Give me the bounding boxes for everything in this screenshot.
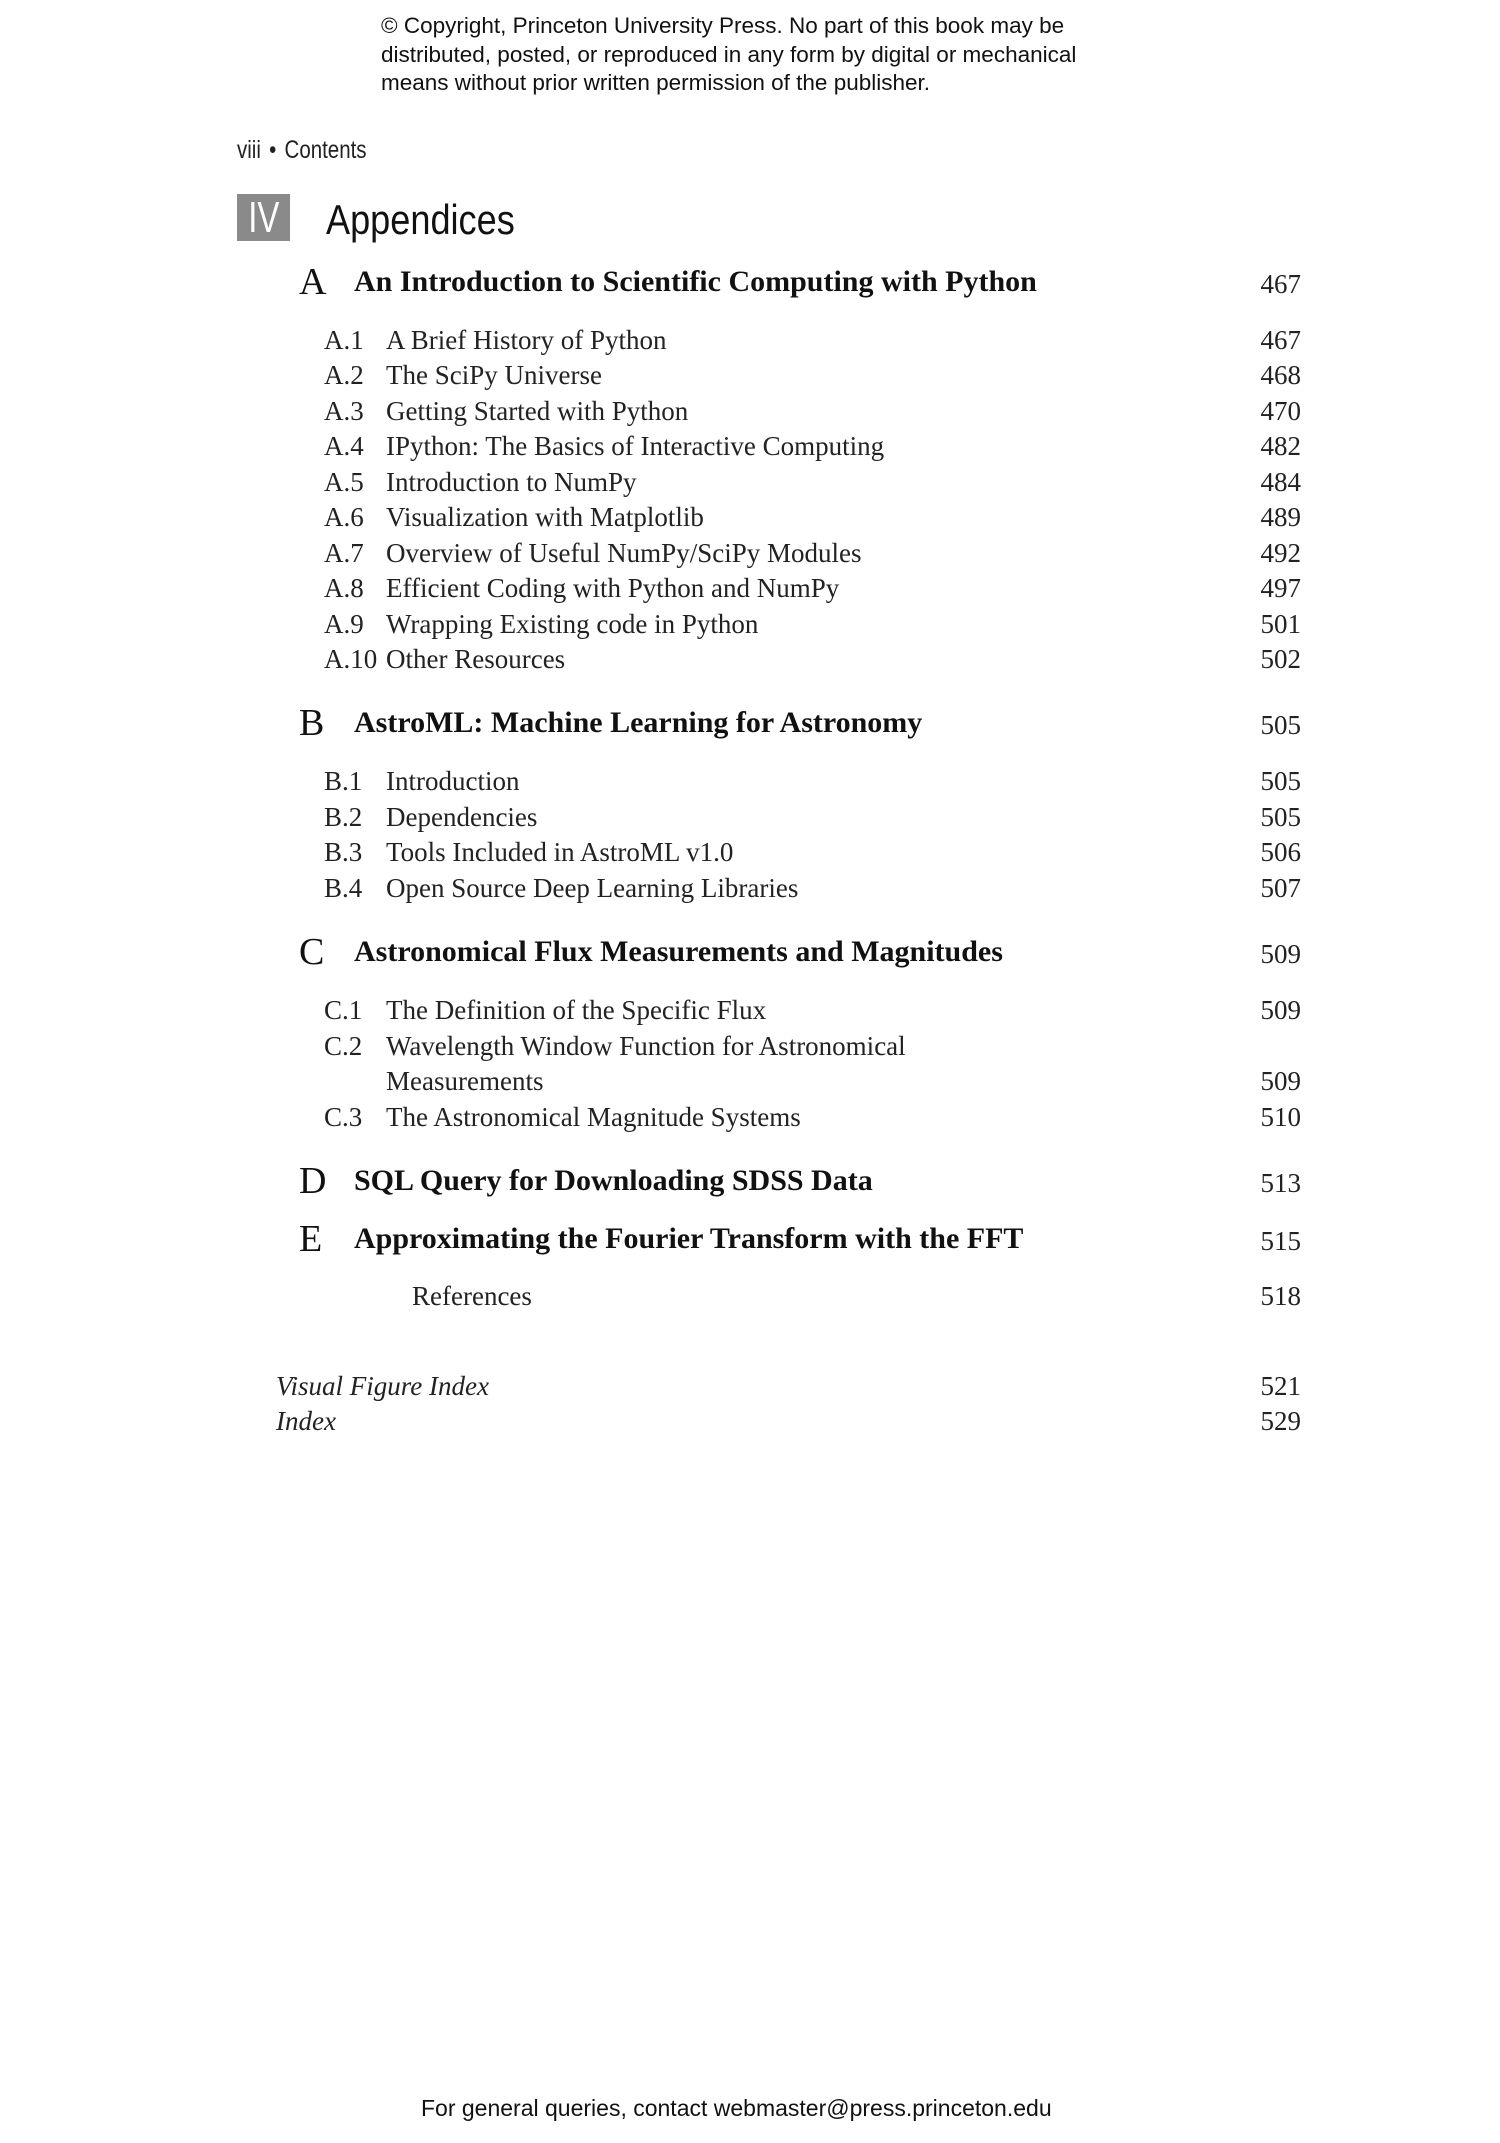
section-title-link[interactable]: Wavelength Window Function for Astronomical: [386, 1031, 906, 1061]
section-title-link[interactable]: Getting Started with Python: [386, 396, 689, 426]
copyright-notice: [381, 12, 1076, 98]
chapter-letter: E: [299, 1218, 323, 1260]
copyright-line: © Copyright, Princeton University Press. No part of this book may be: [381, 13, 1065, 38]
section-title-link[interactable]: Introduction to NumPy: [386, 467, 637, 497]
section-number: B.1: [324, 766, 363, 796]
section-page: 501: [1260, 609, 1301, 639]
section-title-link[interactable]: The Astronomical Magnitude Systems: [386, 1102, 801, 1132]
section-title-link[interactable]: Wrapping Existing code in Python: [386, 609, 759, 639]
chapter-title-link[interactable]: Approximating the Fourier Transform with the FFT: [354, 1222, 1024, 1255]
chapter-page: 505: [1260, 710, 1301, 740]
section-page: 489: [1260, 502, 1301, 532]
section-page: 509: [1260, 995, 1301, 1025]
section-title-link[interactable]: The Definition of the Specific Flux: [386, 995, 767, 1025]
footer-contact: For general queries, contact webmaster@press.princeton.edu: [421, 2095, 1052, 2121]
section-page: 467: [1260, 325, 1301, 355]
chapter-page: 509: [1260, 939, 1301, 969]
section-page: 492: [1260, 538, 1301, 568]
section-number: A.4: [324, 431, 364, 461]
section-number: A.8: [324, 573, 364, 603]
section-title-link[interactable]: IPython: The Basics of Interactive Computing: [386, 431, 885, 461]
chapter-letter: A: [299, 261, 327, 303]
chapter-page: 513: [1260, 1168, 1301, 1198]
chapter-letter: D: [299, 1160, 327, 1202]
section-page: 468: [1260, 360, 1301, 390]
section-title-link[interactable]: Dependencies: [386, 802, 538, 832]
section-page: 470: [1260, 396, 1301, 426]
section-number: A.9: [324, 609, 364, 639]
back-matter-page: 529: [1260, 1406, 1301, 1436]
index-link[interactable]: Index: [276, 1406, 336, 1436]
section-number: B.3: [324, 837, 363, 867]
running-head-title: Contents: [284, 136, 367, 164]
chapter-title-link[interactable]: Astronomical Flux Measurements and Magnitudes: [354, 935, 1003, 968]
section-number: A.3: [324, 396, 364, 426]
section-title-link[interactable]: The SciPy Universe: [386, 360, 602, 390]
section-page: 502: [1260, 644, 1301, 674]
section-page: 505: [1260, 802, 1301, 832]
section-title-link[interactable]: Introduction: [386, 766, 520, 796]
back-matter-page: 521: [1260, 1371, 1301, 1401]
section-number: A.5: [324, 467, 364, 497]
section-page: 497: [1260, 573, 1301, 603]
section-title-link[interactable]: Overview of Useful NumPy/SciPy Modules: [386, 538, 862, 568]
chapter-title-link[interactable]: SQL Query for Downloading SDSS Data: [354, 1164, 873, 1197]
section-title-link[interactable]: Open Source Deep Learning Libraries: [386, 873, 799, 903]
section-number: C.3: [324, 1102, 363, 1132]
part-title: Appendices: [326, 196, 515, 243]
section-number: A.7: [324, 538, 364, 568]
visual-figure-index-link[interactable]: Visual Figure Index: [276, 1371, 489, 1401]
section-page: 507: [1260, 873, 1301, 903]
copyright-line: distributed, posted, or reproduced in any form by digital or mechanical: [381, 41, 1077, 67]
section-number: A.6: [324, 502, 364, 532]
chapter-title-link[interactable]: An Introduction to Scientific Computing with Python: [354, 265, 1037, 298]
section-title-continuation[interactable]: Measurements: [386, 1066, 544, 1096]
copyright-line: means without prior written permission of the publisher.: [381, 70, 931, 95]
section-number: B.4: [324, 873, 363, 903]
chapter-page: 515: [1260, 1226, 1301, 1256]
section-number: C.2: [324, 1031, 363, 1061]
references-page: 518: [1260, 1281, 1301, 1311]
chapter-letter: C: [299, 931, 325, 973]
running-head: [237, 136, 367, 165]
part-number-badge: IV: [237, 194, 290, 241]
chapter-page: 467: [1260, 269, 1301, 299]
page-number: viii: [237, 136, 261, 164]
section-title-link[interactable]: Visualization with Matplotlib: [386, 502, 704, 532]
section-number: A.10: [324, 644, 378, 674]
section-number: A.2: [324, 360, 364, 390]
section-number: B.2: [324, 802, 363, 832]
section-title-link[interactable]: Other Resources: [386, 644, 566, 674]
section-page: 484: [1260, 467, 1301, 497]
section-number: A.1: [324, 325, 364, 355]
references-link[interactable]: References: [412, 1281, 532, 1311]
section-number: C.1: [324, 995, 363, 1025]
section-page: 510: [1260, 1102, 1301, 1132]
section-page: 505: [1260, 766, 1301, 796]
chapter-letter: B: [299, 702, 325, 744]
section-page: 482: [1260, 431, 1301, 461]
section-title-link[interactable]: Efficient Coding with Python and NumPy: [386, 573, 840, 603]
chapter-title-link[interactable]: AstroML: Machine Learning for Astronomy: [354, 706, 923, 739]
section-title-link[interactable]: A Brief History of Python: [386, 325, 667, 355]
bullet-separator: •: [269, 136, 277, 164]
section-title-link[interactable]: Tools Included in AstroML v1.0: [386, 837, 734, 867]
section-page: 509: [1260, 1066, 1301, 1096]
section-page: 506: [1260, 837, 1301, 867]
